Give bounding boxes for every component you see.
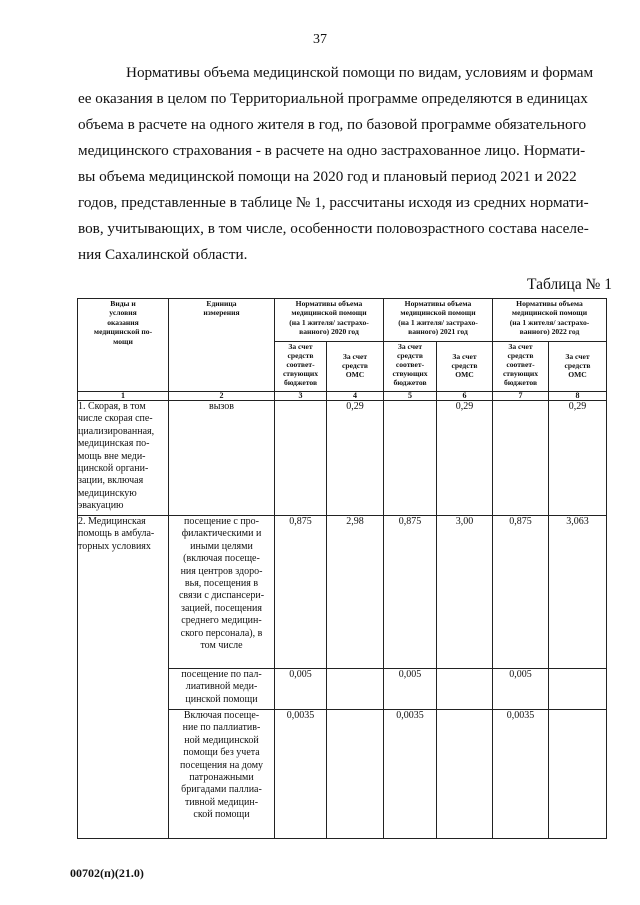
- column-number-row: [78, 392, 607, 401]
- norms-table: [77, 298, 607, 839]
- col-number: 2: [169, 392, 275, 401]
- document-code: 00702(п)(21.0): [70, 866, 144, 880]
- value-cell: [327, 710, 384, 839]
- value-cell: [327, 669, 384, 710]
- value-cell: [437, 710, 493, 839]
- value-cell: [549, 669, 607, 710]
- header-2020: Нормативы объема медицинской помощи (на 1 жителя/ застрахо- ванного) 2020 год: [275, 299, 384, 342]
- col-number: 5: [384, 392, 437, 401]
- page-number: 37: [313, 32, 327, 47]
- unit-cell: вызов: [169, 401, 275, 516]
- paragraph-line: объема в расчете на одного жителя в год, по базовой программе обязательного: [78, 116, 587, 133]
- value-cell: [275, 401, 327, 516]
- subheader-budget-2020: За счет средств соответ- ствующих бюджетов: [275, 342, 327, 392]
- value-cell: [549, 710, 607, 839]
- value-cell: 3,00: [437, 516, 493, 669]
- header-row: [78, 299, 607, 342]
- subheader-oms-2022: За счет средств ОМС: [549, 342, 607, 392]
- value-cell: 0,0035: [275, 710, 327, 839]
- subheader-budget-2021: За счет средств соответ- ствующих бюджетов: [384, 342, 437, 392]
- value-cell: 0,875: [384, 516, 437, 669]
- value-cell: 0,875: [493, 516, 549, 669]
- table-row: [78, 516, 607, 669]
- value-cell: 0,0035: [384, 710, 437, 839]
- col-number: 1: [78, 392, 169, 401]
- paragraph-line: Нормативы объема медицинской помощи по видам, условиям и формам: [126, 64, 594, 81]
- value-cell: [493, 401, 549, 516]
- value-cell: 0,29: [437, 401, 493, 516]
- unit-cell: посещение по пал- лиативной меди- цинской помощи: [169, 669, 275, 710]
- paragraph-line: вов, учитывающих, в том числе, особенности половозрастного состава населе-: [78, 220, 589, 237]
- col-number: 7: [493, 392, 549, 401]
- col-number: 4: [327, 392, 384, 401]
- table-row: [78, 401, 607, 516]
- paragraph-line: ния Сахалинской области.: [78, 246, 248, 263]
- value-cell: [384, 401, 437, 516]
- header-2021: Нормативы объема медицинской помощи (на 1 жителя/ застрахо- ванного) 2021 год: [384, 299, 493, 342]
- paragraph-line: медицинского страхования - в расчете на одно застрахованное лицо. Нормати-: [78, 142, 586, 159]
- subheader-budget-2022: За счет средств соответ- ствующих бюджетов: [493, 342, 549, 392]
- col-number: 3: [275, 392, 327, 401]
- value-cell: 0,005: [275, 669, 327, 710]
- value-cell: 0,005: [493, 669, 549, 710]
- header-2022: Нормативы объема медицинской помощи (на 1 жителя/ застрахо- ванного) 2022 год: [493, 299, 607, 342]
- value-cell: 2,98: [327, 516, 384, 669]
- col-number: 6: [437, 392, 493, 401]
- subheader-oms-2020: За счет средств ОМС: [327, 342, 384, 392]
- value-cell: 3,063: [549, 516, 607, 669]
- col-number: 8: [549, 392, 607, 401]
- paragraph-line: годов, представленные в таблице № 1, рассчитаны исходя из средних нормати-: [78, 194, 589, 211]
- value-cell: 0,29: [327, 401, 384, 516]
- paragraph-line: ее оказания в целом по Территориальной программе определяются в единицах: [78, 90, 588, 107]
- value-cell: [437, 669, 493, 710]
- unit-cell: Включая посеще- ние по паллиатив- ной медицинской помощи без учета посещения на дому патронажными бригадами паллиа- тивной медицин- ской помощи: [169, 710, 275, 839]
- value-cell: 0,0035: [493, 710, 549, 839]
- value-cell: 0,29: [549, 401, 607, 516]
- intro-paragraph: [78, 60, 606, 268]
- table-caption: Таблица № 1: [527, 276, 612, 293]
- value-cell: 0,875: [275, 516, 327, 669]
- unit-cell: посещение с про- филактическими и иными целями (включая посеще- ния центров здоро- вья, посещения в связи с диспансери- зацией, посещения среднего медицин- ского персонала), в том числе: [169, 516, 275, 669]
- subheader-oms-2021: За счет средств ОМС: [437, 342, 493, 392]
- care-type-cell: 2. Медицинская помощь в амбула- торных условиях: [78, 516, 169, 839]
- care-type-cell: 1. Скорая, в том числе скорая спе- циализированная, медицинская по- мощь вне меди- цинской органи- зации, включая медицинскую эвакуацию: [78, 401, 169, 516]
- paragraph-line: вы объема медицинской помощи на 2020 год и плановый период 2021 и 2022: [78, 168, 577, 185]
- header-unit: Единица измерения: [169, 299, 275, 392]
- header-type: Виды и условия оказания медицинской по- мощи: [78, 299, 169, 392]
- value-cell: 0,005: [384, 669, 437, 710]
